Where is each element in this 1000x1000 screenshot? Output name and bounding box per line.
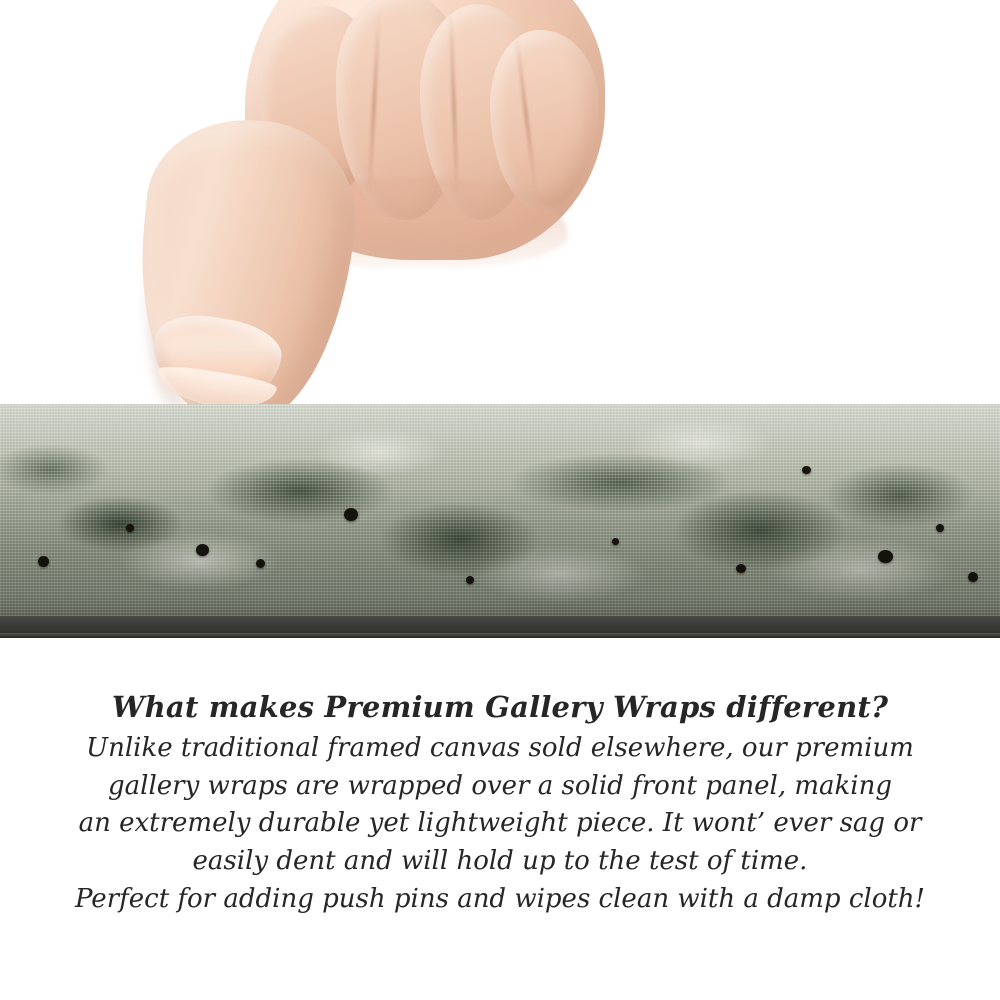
caption-body (0, 730, 1000, 918)
hand-area (0, 0, 1000, 410)
caption-line-3: an extremely durable yet lightweight piece. It wont’ ever sag or (78, 808, 922, 839)
canvas-under-edge (0, 616, 1000, 638)
caption-line-2: gallery wraps are wrapped over a solid front panel, making (108, 770, 892, 801)
caption-block (0, 690, 1000, 918)
caption-line-1: Unlike traditional framed canvas sold elsewhere, our premium (86, 733, 914, 763)
caption-heading: What makes Premium Gallery Wraps different? (111, 690, 889, 724)
canvas-edge-strip (0, 404, 1000, 622)
canvas-strip-shading (0, 404, 1000, 622)
caption-line-5: Perfect for adding push pins and wipes clean with a damp cloth! (74, 883, 925, 914)
caption-line-4: easily dent and will hold up to the test of time. (192, 846, 808, 877)
